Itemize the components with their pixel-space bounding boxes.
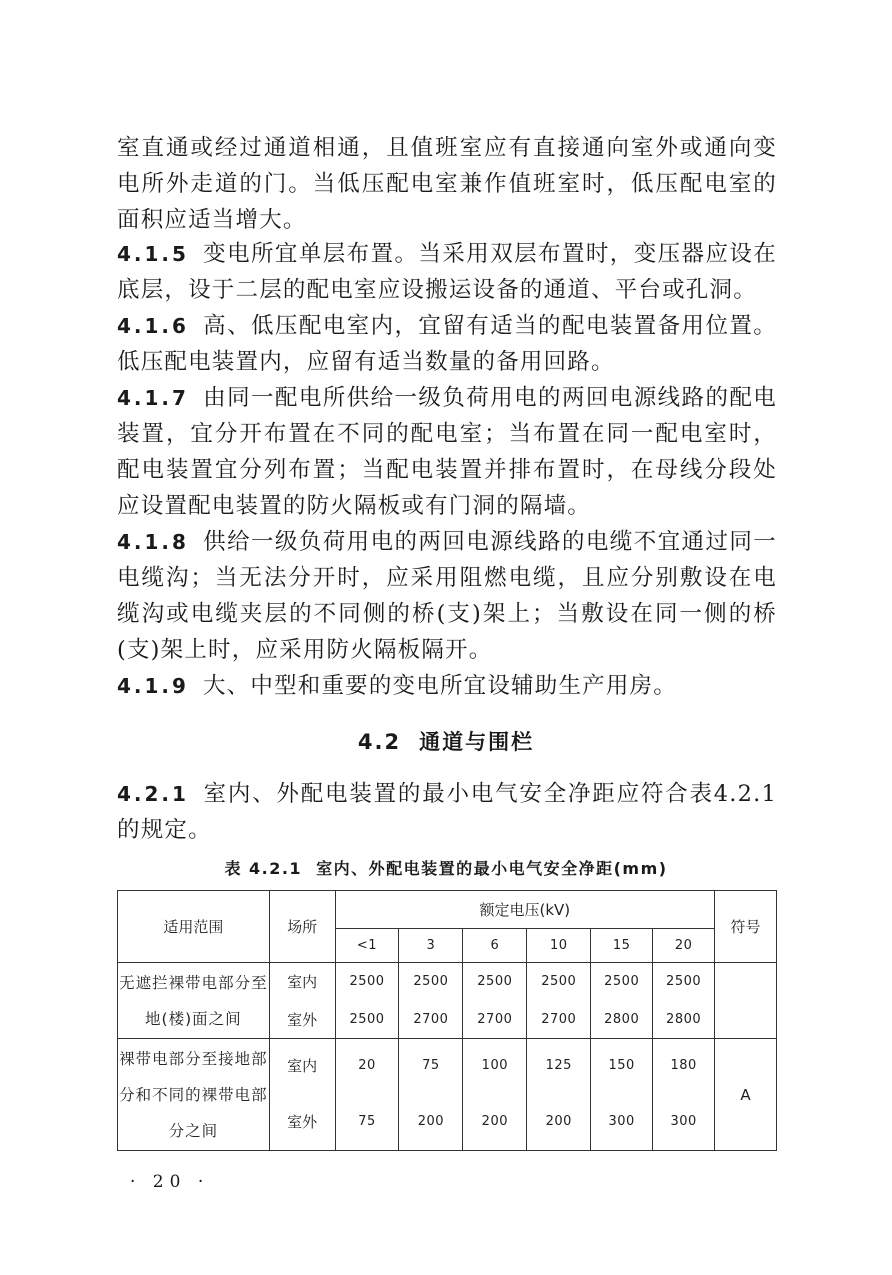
value-cell: 2800 bbox=[591, 1001, 653, 1039]
place-cell: 室外 bbox=[269, 1093, 335, 1151]
value-cell: 125 bbox=[527, 1039, 591, 1093]
clause-number: 4.1.7 bbox=[117, 386, 189, 410]
clause-text: 供给一级负荷用电的两回电源线路的电缆不宜通过同一电缆沟；当无法分开时，应采用阻燃电缆，且应分别敷设在电缆沟或电缆夹层的不同侧的桥(支)架上；当敷设在同一侧的桥(支)架上时，应采用防火隔板隔开。 bbox=[117, 529, 777, 663]
value-cell: 200 bbox=[399, 1093, 463, 1151]
page-number: · 20 · bbox=[130, 1172, 210, 1192]
value-cell: 2700 bbox=[463, 1001, 527, 1039]
clause-text: 高、低压配电室内，宜留有适当的配电装置备用位置。低压配电装置内，应留有适当数量的备用回路。 bbox=[117, 313, 777, 375]
header-item: 适用范围 bbox=[118, 891, 270, 963]
clause-text: 变电所宜单层布置。当采用双层布置时，变压器应设在底层，设于二层的配电室应设搬运设备的通道、平台或孔洞。 bbox=[117, 241, 777, 303]
symbol-cell bbox=[715, 963, 777, 1039]
value-cell: 75 bbox=[335, 1093, 399, 1151]
place-cell: 室外 bbox=[269, 1001, 335, 1039]
table-number: 表 4.2.1 bbox=[224, 859, 303, 878]
header-voltage: 6 bbox=[463, 929, 527, 963]
clause-4-1-6 bbox=[117, 308, 777, 380]
value-cell: 2500 bbox=[527, 963, 591, 1001]
header-symbol: 符号 bbox=[715, 891, 777, 963]
table-row bbox=[118, 1039, 777, 1093]
clause-number: 4.1.9 bbox=[117, 674, 189, 698]
clearance-table bbox=[117, 890, 777, 1151]
clause-text: 室内、外配电装置的最小电气安全净距应符合表4.2.1的规定。 bbox=[117, 781, 777, 843]
value-cell: 20 bbox=[335, 1039, 399, 1093]
value-cell: 180 bbox=[653, 1039, 715, 1093]
value-cell: 2700 bbox=[399, 1001, 463, 1039]
clause-4-2-1 bbox=[117, 776, 777, 848]
clause-number: 4.1.5 bbox=[117, 242, 189, 266]
clause-number: 4.1.8 bbox=[117, 530, 189, 554]
paragraph-intro: 室直通或经过通道相通，且值班室应有直接通向室外或通向变电所外走道的门。当低压配电室兼作值班室时，低压配电室的面积应适当增大。 bbox=[117, 135, 777, 233]
header-voltage: 15 bbox=[591, 929, 653, 963]
value-cell: 300 bbox=[653, 1093, 715, 1151]
value-cell: 2700 bbox=[527, 1001, 591, 1039]
value-cell: 150 bbox=[591, 1039, 653, 1093]
value-cell: 200 bbox=[463, 1093, 527, 1151]
value-cell: 200 bbox=[527, 1093, 591, 1151]
place-cell: 室内 bbox=[269, 1039, 335, 1093]
row-label: 无遮拦裸带电部分至地(楼)面之间 bbox=[118, 963, 270, 1039]
value-cell: 75 bbox=[399, 1039, 463, 1093]
table-title: 室内、外配电装置的最小电气安全净距(mm) bbox=[316, 859, 668, 878]
table-caption bbox=[0, 856, 892, 879]
value-cell: 100 bbox=[463, 1039, 527, 1093]
clause-text: 大、中型和重要的变电所宜设辅助生产用房。 bbox=[202, 673, 677, 699]
value-cell: 2500 bbox=[653, 963, 715, 1001]
header-voltage: <1 bbox=[335, 929, 399, 963]
header-voltage: 20 bbox=[653, 929, 715, 963]
clause-number: 4.1.6 bbox=[117, 314, 189, 338]
value-cell: 300 bbox=[591, 1093, 653, 1151]
value-cell: 2500 bbox=[591, 963, 653, 1001]
value-cell: 2500 bbox=[463, 963, 527, 1001]
clause-number: 4.2.1 bbox=[117, 782, 189, 806]
clause-4-1-5 bbox=[117, 236, 777, 308]
value-cell: 2500 bbox=[399, 963, 463, 1001]
place-cell: 室内 bbox=[269, 963, 335, 1001]
value-cell: 2500 bbox=[335, 1001, 399, 1039]
symbol-cell: A bbox=[715, 1039, 777, 1151]
section-number: 4.2 bbox=[357, 730, 402, 754]
clause-4-1-9 bbox=[117, 668, 777, 704]
clause-text: 由同一配电所供给一级负荷用电的两回电源线路的配电装置，宜分开布置在不同的配电室；当布置在同一配电室时，配电装置宜分列布置；当配电装置并排布置时，在母线分段处应设置配电装置的防火隔板或有门洞的隔墙。 bbox=[117, 385, 777, 519]
header-voltage: 10 bbox=[527, 929, 591, 963]
clause-4-1-7 bbox=[117, 380, 777, 524]
section-title: 通道与围栏 bbox=[419, 730, 535, 754]
header-place: 场所 bbox=[269, 891, 335, 963]
row-label: 裸带电部分至接地部分和不同的裸带电部分之间 bbox=[118, 1039, 270, 1151]
section-heading bbox=[0, 726, 892, 756]
table-row bbox=[118, 963, 777, 1001]
header-voltage: 3 bbox=[399, 929, 463, 963]
value-cell: 2500 bbox=[335, 963, 399, 1001]
header-rated-voltage: 额定电压(kV) bbox=[335, 891, 715, 929]
clause-4-1-8 bbox=[117, 524, 777, 668]
value-cell: 2800 bbox=[653, 1001, 715, 1039]
